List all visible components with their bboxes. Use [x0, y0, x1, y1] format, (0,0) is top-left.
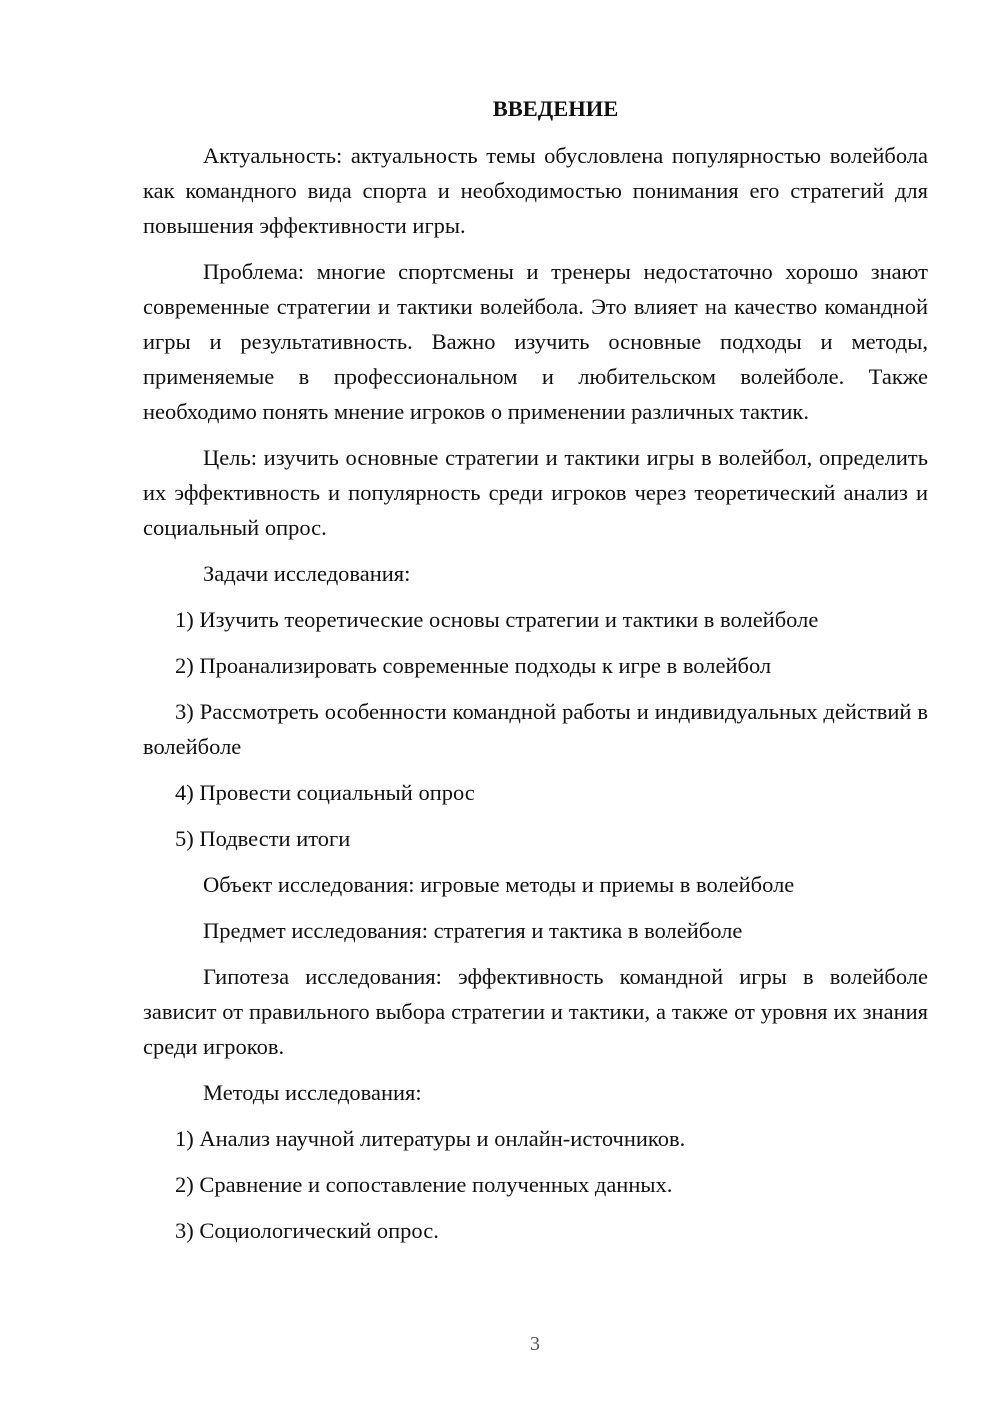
- method-item: 1) Анализ научной литературы и онлайн-источников.: [175, 1126, 686, 1151]
- goal-paragraph: Цель: изучить основные стратегии и тактики игры в волейбол, определить их эффективность и популярность среди игроков через теоретический анализ и социальный опрос.: [143, 445, 928, 540]
- task-item: 3) Рассмотреть особенности командной работы и индивидуальных действий в волейболе: [143, 699, 928, 759]
- page-number: 3: [530, 1333, 540, 1355]
- methods-heading: Методы исследования:: [203, 1080, 422, 1105]
- document-page: [143, 92, 928, 1259]
- tasks-heading: Задачи исследования:: [203, 561, 411, 586]
- method-item: 3) Социологический опрос.: [175, 1218, 439, 1243]
- subject-paragraph: Предмет исследования: стратегия и тактика в волейболе: [203, 918, 743, 943]
- task-item: 2) Проанализировать современные подходы к игре в волейбол: [175, 653, 772, 678]
- task-item: 1) Изучить теоретические основы стратегии и тактики в волейболе: [175, 607, 819, 632]
- object-paragraph: Объект исследования: игровые методы и приемы в волейболе: [203, 872, 795, 897]
- task-item: 4) Провести социальный опрос: [175, 780, 475, 805]
- relevance-paragraph: Актуальность: актуальность темы обусловлена популярностью волейбола как командного вида спорта и необходимостью понимания его стратегий для повышения эффективности игры.: [143, 143, 928, 238]
- problem-paragraph: Проблема: многие спортсмены и тренеры недостаточно хорошо знают современные стратегии и тактики волейбола. Это влияет на качество командной игры и результативность. Важно изучить основные подходы и методы, применяемые в профессиональном и любительском волейболе. Также необходимо понять мнение игроков о применении различных тактик.: [143, 259, 928, 424]
- task-item: 5) Подвести итоги: [175, 826, 351, 851]
- section-title: ВВЕДЕНИЕ: [492, 96, 619, 121]
- hypothesis-paragraph: Гипотеза исследования: эффективность командной игры в волейболе зависит от правильного выбора стратегии и тактики, а также от уровня их знания среди игроков.: [143, 964, 928, 1059]
- method-item: 2) Сравнение и сопоставление полученных данных.: [175, 1172, 673, 1197]
